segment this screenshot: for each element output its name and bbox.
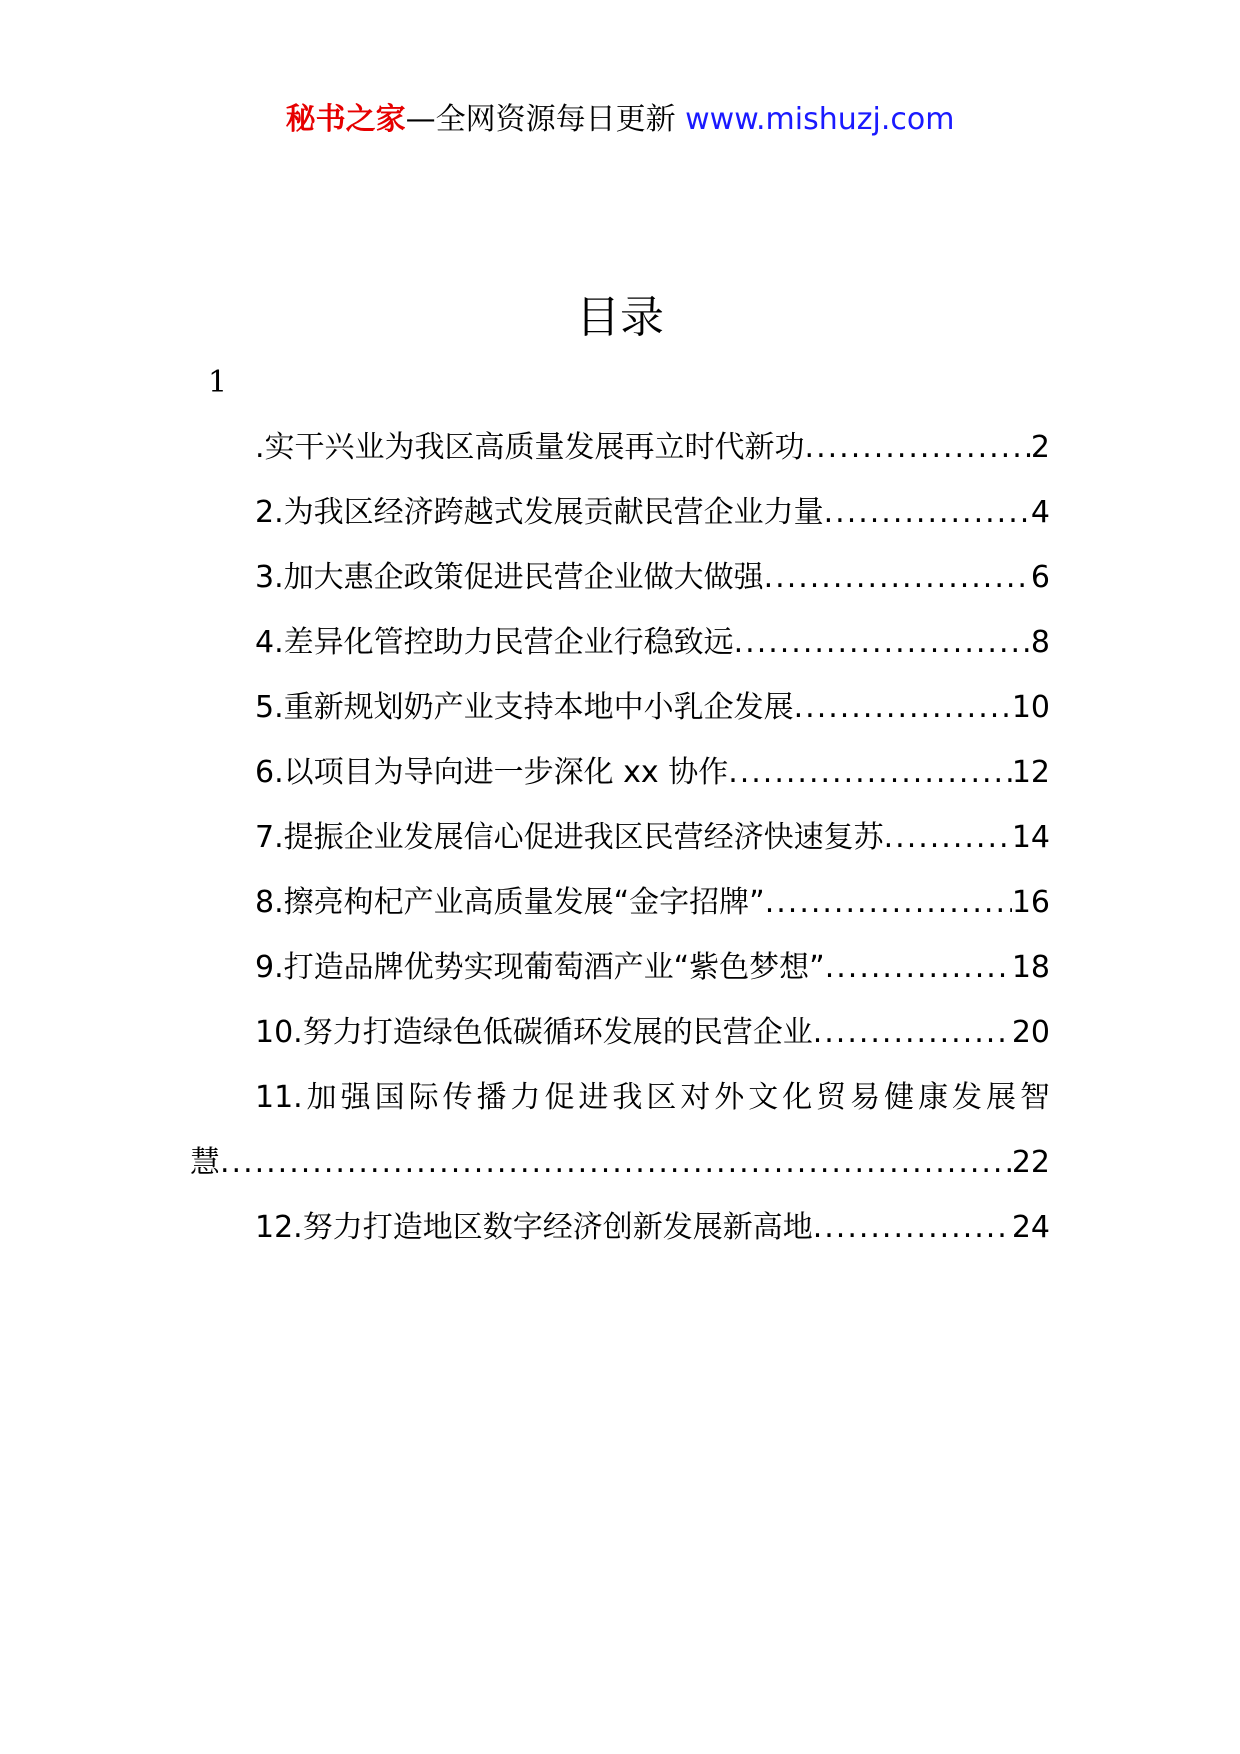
toc-entry-text: 10.努力打造绿色低碳循环发展的民营企业: [255, 1015, 813, 1050]
toc-entry-text: .实干兴业为我区高质量发展再立时代新功: [255, 430, 805, 465]
toc-leader-dots: [805, 428, 1031, 468]
toc-entry-5[interactable]: [190, 688, 1050, 753]
toc-leader-dots: [765, 883, 1012, 923]
toc-entry-page: 4: [1030, 495, 1050, 530]
toc-leader-dots: [813, 1013, 1012, 1053]
site-header: [0, 100, 1240, 140]
toc-leader-dots: [824, 493, 1031, 533]
toc-entry-page: 22: [1011, 1145, 1050, 1180]
toc-leader-dots: [734, 623, 1031, 663]
toc-entry-6[interactable]: [190, 753, 1050, 818]
toc-entry-page: 20: [1011, 1015, 1050, 1050]
site-tagline: —全网资源每日更新: [405, 102, 676, 137]
toc-entry-page: 6: [1030, 560, 1050, 595]
toc-entry-page: 8: [1030, 625, 1050, 660]
toc-entry-11[interactable]: [190, 1078, 1050, 1208]
page-title: 目录: [576, 292, 664, 343]
table-of-contents: [190, 428, 1050, 1273]
toc-entry-text: 11.加强国际传播力促进我区对外文化贸易健康发展智: [255, 1080, 1050, 1115]
toc-entry-text: 4.差异化管控助力民营企业行稳致远: [255, 625, 734, 660]
toc-leader-dots: [728, 753, 1012, 793]
toc-entry-text: 7.提振企业发展信心促进我区民营经济快速复苏: [255, 820, 884, 855]
toc-leader-dots: [794, 688, 1012, 728]
toc-leader-dots: [813, 1208, 1012, 1248]
toc-entry-page: 16: [1011, 885, 1050, 920]
toc-entry-1[interactable]: [190, 428, 1050, 493]
site-url-link[interactable]: www.mishuzj.com: [685, 102, 955, 137]
toc-entry-page: 10: [1011, 690, 1050, 725]
toc-entry-text: 5.重新规划奶产业支持本地中小乳企发展: [255, 690, 794, 725]
toc-entry-8[interactable]: [190, 883, 1050, 948]
toc-entry-text: 2.为我区经济跨越式发展贡献民营企业力量: [255, 495, 824, 530]
toc-entry-text-continued: 慧: [190, 1145, 220, 1180]
toc-leader-dots: [220, 1143, 1012, 1183]
toc-entry-4[interactable]: [190, 623, 1050, 688]
toc-entry-page: 18: [1011, 950, 1050, 985]
toc-leader-dots: [764, 558, 1031, 598]
toc-entry-2[interactable]: [190, 493, 1050, 558]
toc-entry-page: 14: [1011, 820, 1050, 855]
toc-entry-12[interactable]: [190, 1208, 1050, 1273]
toc-entry-3[interactable]: [190, 558, 1050, 623]
toc-entry-continuation: [190, 1143, 1050, 1208]
toc-entry-text: 8.擦亮枸杞产业高质量发展“金字招牌”: [255, 885, 765, 920]
toc-entry-page: 24: [1011, 1210, 1050, 1245]
toc-leader-dots: [884, 818, 1012, 858]
toc-entry-page: 12: [1011, 755, 1050, 790]
toc-entry-page: 2: [1030, 430, 1050, 465]
toc-entry-7[interactable]: [190, 818, 1050, 883]
toc-entry-text: 9.打造品牌优势实现葡萄酒产业“紫色梦想”: [255, 950, 825, 985]
toc-entry-text: 6.以项目为导向进一步深化 xx 协作: [255, 755, 729, 790]
toc-entry-text: 12.努力打造地区数字经济创新发展新高地: [255, 1210, 813, 1245]
toc-leader-dots: [825, 948, 1012, 988]
toc-entry-10[interactable]: [190, 1013, 1050, 1078]
toc-entry-9[interactable]: [190, 948, 1050, 1013]
toc-entry-text: 3.加大惠企政策促进民营企业做大做强: [255, 560, 764, 595]
toc-marker: 1: [208, 365, 228, 400]
site-brand: 秘书之家: [285, 102, 406, 137]
